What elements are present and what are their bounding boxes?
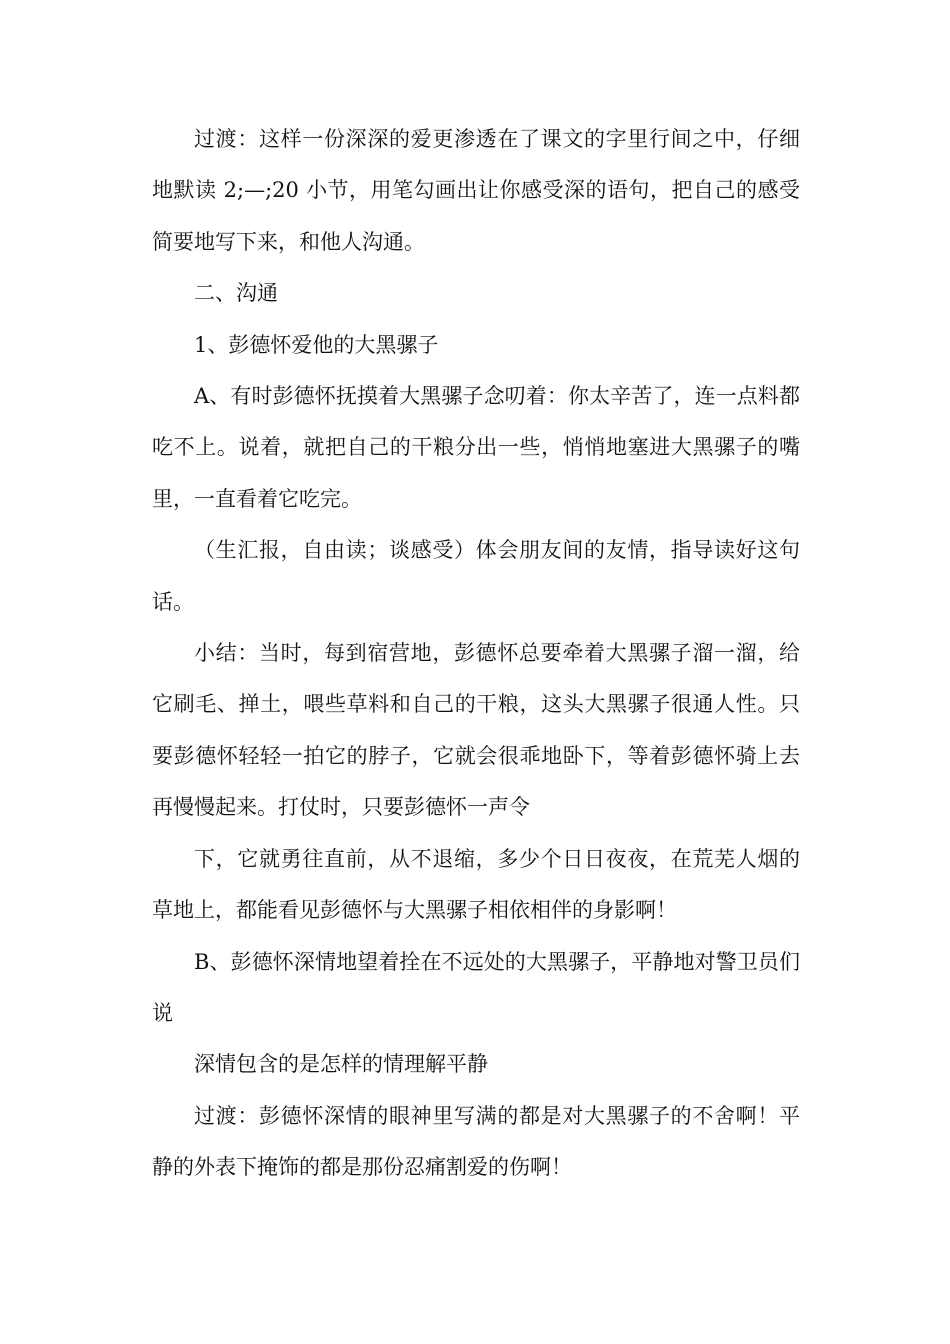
paragraph-question: 深情包含的是怎样的情理解平静 xyxy=(194,1052,488,1077)
section-heading-communicate: 二、沟通 xyxy=(194,281,278,306)
subheading-1: 1、彭德怀爱他的大黑骡子 xyxy=(194,332,439,357)
paragraph-summary: 小结：当时，每到宿营地，彭德怀总要牵着大黑骡子溜一溜，给它刷毛、掸土，喂些草料和自己的干粮，这头大黑骡子很通人性。只要彭德怀轻轻一拍它的脖子，它就会很乖地卧下，等着彭德怀骑上去再慢慢起来。打仗时，只要彭德怀一声令 xyxy=(152,641,800,820)
document-body xyxy=(152,114,800,1194)
paragraph-a: A、有时彭德怀抚摸着大黑骡子念叨着：你太辛苦了，连一点料都吃不上。说着，就把自己的干粮分出一些，悄悄地塞进大黑骡子的嘴里，一直看着它吃完。 xyxy=(152,384,800,511)
paragraph-transition-1: 过渡：这样一份深深的爱更渗透在了课文的字里行间之中，仔细地默读 2;—;20 小节，用笔勾画出让你感受深的语句，把自己的感受简要地写下来，和他人沟通。 xyxy=(152,127,800,254)
paragraph-summary-continued: 下，它就勇往直前，从不退缩，多少个日日夜夜，在荒芜人烟的草地上，都能看见彭德怀与大黑骡子相依相伴的身影啊！ xyxy=(152,846,800,923)
paragraph-student-report: （生汇报，自由读；谈感受）体会朋友间的友情，指导读好这句话。 xyxy=(152,538,800,614)
paragraph-transition-2: 过渡：彭德怀深情的眼神里写满的都是对大黑骡子的不舍啊！平静的外表下掩饰的都是那份忍痛割爱的伤啊！ xyxy=(152,1103,800,1180)
paragraph-b: B、彭德怀深情地望着拴在不远处的大黑骡子，平静地对警卫员们说 xyxy=(152,949,800,1025)
